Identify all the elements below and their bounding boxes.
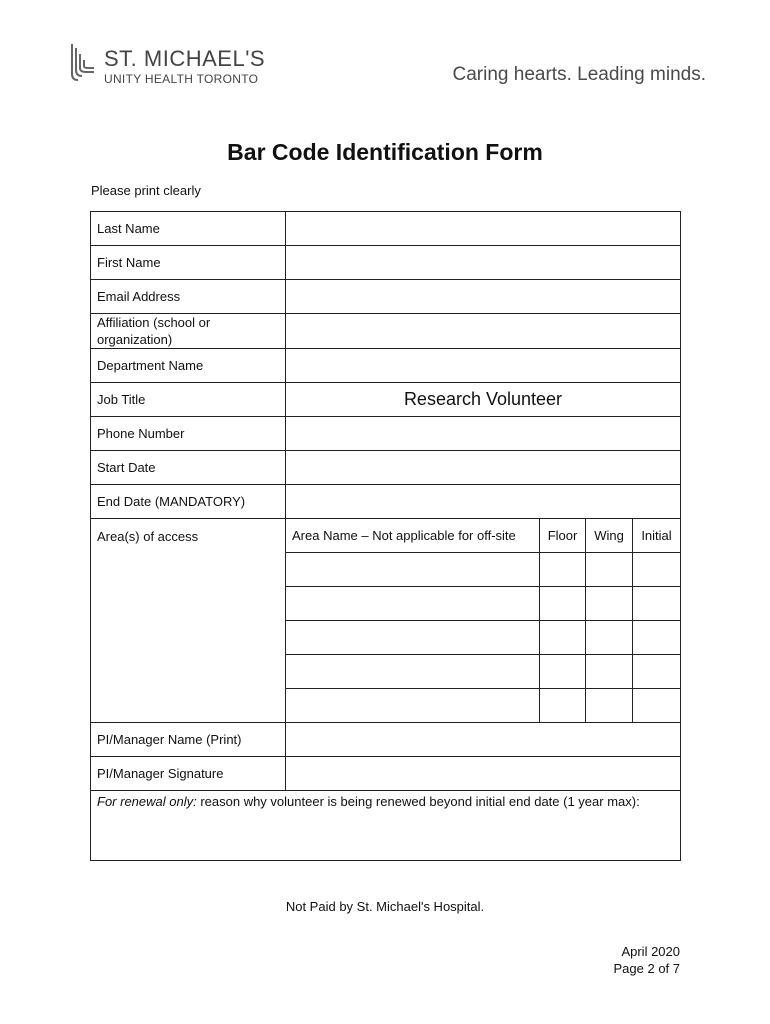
- first-name-field[interactable]: [286, 246, 681, 280]
- row-department: [91, 349, 681, 383]
- row-end-date: [91, 485, 681, 519]
- wing-cell[interactable]: [586, 553, 633, 587]
- wing-header: Wing: [586, 519, 633, 553]
- end-date-label: End Date (MANDATORY): [91, 485, 286, 519]
- row-job-title: [91, 383, 681, 417]
- last-name-label: Last Name: [91, 212, 286, 246]
- initial-cell[interactable]: [633, 553, 681, 587]
- floor-cell[interactable]: [540, 621, 586, 655]
- row-access-header: [91, 519, 681, 553]
- row-start-date: [91, 451, 681, 485]
- last-name-field[interactable]: [286, 212, 681, 246]
- row-first-name: [91, 246, 681, 280]
- tagline: Caring hearts. Leading minds.: [452, 64, 706, 85]
- initial-cell[interactable]: [633, 587, 681, 621]
- area-name-cell[interactable]: [286, 553, 540, 587]
- pi-signature-field[interactable]: [286, 757, 681, 791]
- email-label: Email Address: [91, 280, 286, 314]
- end-date-field[interactable]: [286, 485, 681, 519]
- logo-mark-icon: [68, 40, 98, 90]
- pi-name-field[interactable]: [286, 723, 681, 757]
- footer-date-block: [614, 943, 681, 977]
- initial-cell[interactable]: [633, 621, 681, 655]
- revision-date: April 2020: [621, 944, 680, 959]
- footer-note: Not Paid by St. Michael's Hospital.: [285, 899, 485, 914]
- job-title-field[interactable]: Research Volunteer: [286, 383, 681, 417]
- initial-header: Initial: [633, 519, 681, 553]
- floor-cell[interactable]: [540, 655, 586, 689]
- start-date-label: Start Date: [91, 451, 286, 485]
- id-form-table: [90, 211, 681, 861]
- renewal-text: reason why volunteer is being renewed beyond initial end date (1 year max):: [196, 794, 640, 809]
- renewal-prefix: For renewal only:: [97, 794, 197, 809]
- areas-label: Area(s) of access: [91, 519, 286, 723]
- phone-label: Phone Number: [91, 417, 286, 451]
- department-field[interactable]: [286, 349, 681, 383]
- row-last-name: [91, 212, 681, 246]
- affiliation-label: Affiliation (school or organization): [91, 314, 286, 349]
- floor-header: Floor: [540, 519, 586, 553]
- page-number: Page 2 of 7: [613, 961, 680, 976]
- row-renewal: [91, 791, 681, 861]
- page-title: Bar Code Identification Form: [227, 139, 543, 165]
- email-field[interactable]: [286, 280, 681, 314]
- area-name-cell[interactable]: [286, 587, 540, 621]
- area-name-cell[interactable]: [286, 689, 540, 723]
- wing-cell[interactable]: [586, 621, 633, 655]
- floor-cell[interactable]: [540, 689, 586, 723]
- area-name-header: Area Name – Not applicable for off-site: [286, 519, 540, 553]
- logo: [68, 40, 268, 90]
- floor-cell[interactable]: [540, 553, 586, 587]
- row-pi-name: [91, 723, 681, 757]
- row-pi-signature: [91, 757, 681, 791]
- row-email: [91, 280, 681, 314]
- wing-cell[interactable]: [586, 587, 633, 621]
- wing-cell[interactable]: [586, 655, 633, 689]
- pi-name-label: PI/Manager Name (Print): [91, 723, 286, 757]
- job-title-label: Job Title: [91, 383, 286, 417]
- first-name-label: First Name: [91, 246, 286, 280]
- initial-cell[interactable]: [633, 655, 681, 689]
- pi-signature-label: PI/Manager Signature: [91, 757, 286, 791]
- row-phone: [91, 417, 681, 451]
- start-date-field[interactable]: [286, 451, 681, 485]
- renewal-field[interactable]: [91, 791, 681, 861]
- phone-field[interactable]: [286, 417, 681, 451]
- logo-name: ST. MICHAEL'S: [104, 46, 266, 71]
- affiliation-field[interactable]: [286, 314, 681, 349]
- initial-cell[interactable]: [633, 689, 681, 723]
- row-affiliation: [91, 314, 681, 349]
- area-name-cell[interactable]: [286, 621, 540, 655]
- area-name-cell[interactable]: [286, 655, 540, 689]
- instructions: Please print clearly: [91, 183, 201, 198]
- department-label: Department Name: [91, 349, 286, 383]
- floor-cell[interactable]: [540, 587, 586, 621]
- logo-subtitle: UNITY HEALTH TORONTO: [104, 72, 259, 86]
- wing-cell[interactable]: [586, 689, 633, 723]
